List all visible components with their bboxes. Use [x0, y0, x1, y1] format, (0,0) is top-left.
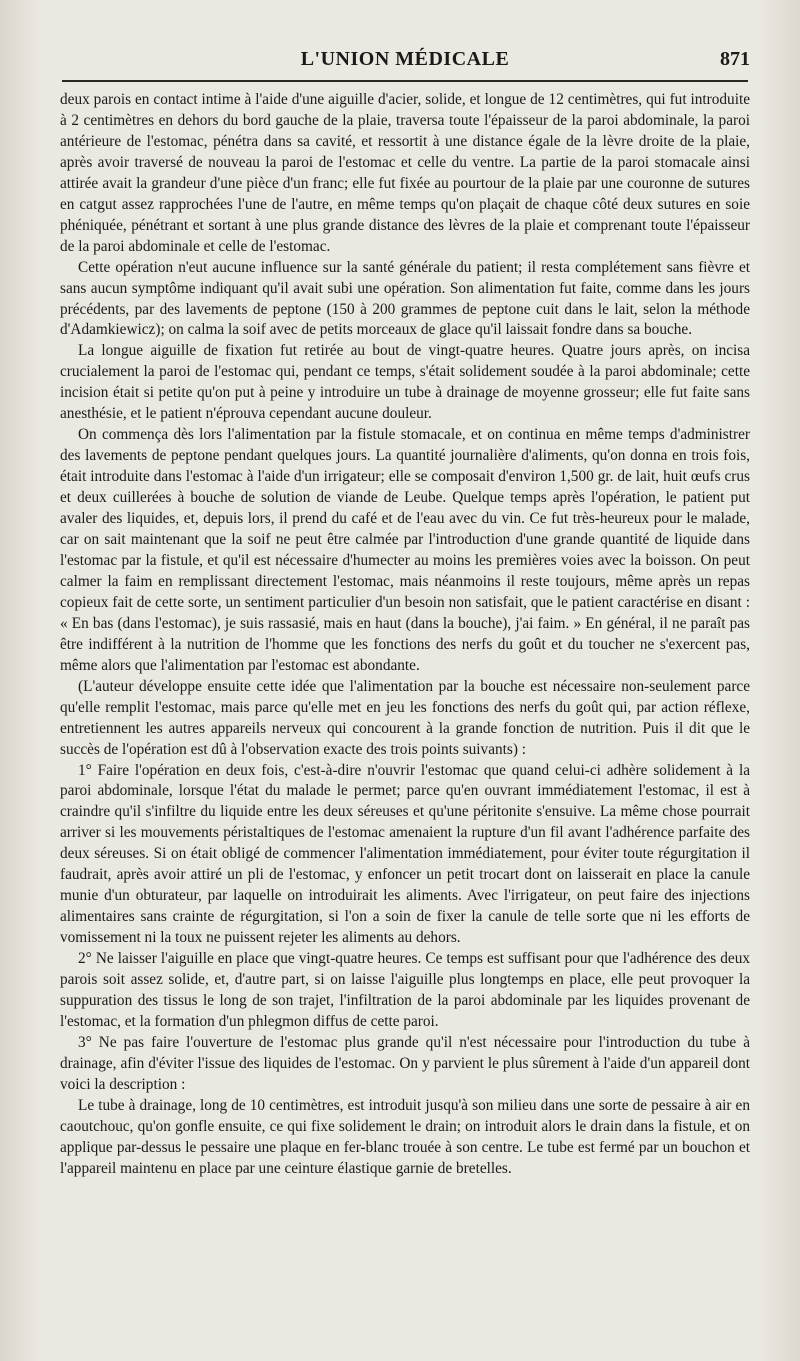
page-number: 871	[720, 48, 750, 70]
paragraph: (L'auteur développe ensuite cette idée que l'alimentation par la bouche est nécessaire non-seulement parce qu'elle remplit l'estomac, mais parce qu'elle met en jeu les fonctions des nerfs du goût qui, par action réflexe, entretiennent les autres appareils nerveux qui concourent à la grande fonction de nutrition. Puis il dit que le succès de l'opération est dû à l'observation exacte des trois points suivants) :	[60, 677, 750, 758]
running-title: L'UNION MÉDICALE	[300, 48, 510, 70]
article-body	[60, 90, 750, 1180]
page-header	[60, 44, 750, 78]
numbered-point-2: 2° Ne laisser l'aiguille en place que vingt-quatre heures. Ce temps est suffisant pour que l'adhérence des deux parois soit assez solide, et, d'autre part, si on laisse l'aiguille plus longtemps en place, elle peut provoquer la suppuration des tissus le long de son trajet, l'infiltration de la paroi abdominale par les liquides provenant de l'estomac, et la formation d'un phlegmon diffus de cette paroi.	[60, 950, 750, 1030]
paragraph: Le tube à drainage, long de 10 centimètres, est introduit jusqu'à son milieu dans une sorte de pessaire à air en caoutchouc, qu'on gonfle ensuite, ce qui fixe solidement le drain; on introduit alors le drain dans la fistule, et on applique par-dessus le pessaire une plaque en fer-blanc trouée à son centre. Le tube est fermé par un bouchon et l'appareil maintenu en place par une ceinture élastique garnie de bretelles.	[60, 1096, 750, 1177]
numbered-point-3: 3° Ne pas faire l'ouverture de l'estomac plus grande qu'il n'est nécessaire pour l'introduction du tube à drainage, afin d'éviter l'issue des liquides de l'estomac. On y parvient le plus sûrement à l'aide d'un appareil dont voici la description :	[60, 1033, 750, 1093]
paragraph: La longue aiguille de fixation fut retirée au bout de vingt-quatre heures. Quatre jours après, on incisa crucialement la paroi de l'estomac qui, pendant ce temps, s'était solidement soudée à la paroi abdominale; cette incision était si petite qu'on put à peine y introduire un tube à drainage de moyenne grosseur; elle fut faite sans anesthésie, et le patient n'éprouva cependant aucune douleur.	[60, 342, 750, 423]
paragraph: Cette opération n'eut aucune influence sur la santé générale du patient; il resta complétement sans fièvre et sans aucun symptôme indiquant qu'il avait subi une opération. Son alimentation fut faite, comme dans les jours précédents, par des lavements de peptone (150 à 200 grammes de peptone cuit dans le lait, selon la méthode d'Adamkiewicz); on calma la soif avec de petits morceaux de glace qu'il laissait fondre dans sa bouche.	[60, 258, 750, 339]
paragraph-continuation: deux parois en contact intime à l'aide d'une aiguille d'acier, solide, et longue de 12 centimètres, qui fut introduite à 2 centimètres en dehors du bord gauche de la plaie, traversa toute l'épaisseur de la paroi abdominale, la paroi antérieure de l'estomac, pénétra dans sa cavité, et ressortit à une distance égale de la lèvre droite de la plaie, après avoir traversé de nouveau la paroi de l'estomac et celle du ventre. La partie de la paroi stomacale ainsi attirée avait la grandeur d'une pièce d'un franc; elle fut fixée au pourtour de la plaie par une couronne de sutures en catgut assez rapprochées l'une de l'autre, en même temps qu'on plaçait de chaque côté deux sutures en soie phéniquée, pénétrant et sortant à une plus grande distance des lèvres de la plaie et comprenant toute l'épaisseur de la paroi abdominale et celle de l'estomac.	[60, 91, 750, 255]
header-rule	[62, 80, 748, 82]
numbered-point-1: 1° Faire l'opération en deux fois, c'est-à-dire n'ouvrir l'estomac que quand celui-ci adhère solidement à la paroi abdominale, lorsque l'état du malade le permet; parce qu'en ouvrant immédiatement l'estomac, il est à craindre qu'il s'infiltre du liquide entre les deux séreuses et qu'une péritonite s'ensuive. La même chose pourrait arriver si les mouvements péristaltiques de l'estomac amenaient la rupture d'un fil avant l'adhérence parfaite des deux séreuses. Si on était obligé de commencer l'alimentation immédiatement, pour éviter toute régurgitation il faudrait, après avoir attiré un pli de l'estomac, y enfoncer un petit trocart dont on laisserait en place la canule munie d'un obturateur, par laquelle on introduirait les aliments. Avec l'irrigateur, on peut faire des injections alimentaires sans crainte de régurgitation, si l'on a soin de fixer la canule de telle sorte que ni les efforts de vomissement ni la toux ne puissent rejeter les aliments au dehors.	[60, 761, 750, 947]
paragraph: On commença dès lors l'alimentation par la fistule stomacale, et on continua en même temps d'administrer des lavements de peptone pendant quelques jours. La quantité journalière d'aliments, qu'on donna en trois fois, était introduite dans l'estomac à l'aide d'un irrigateur; elle se composait d'environ 1,500 gr. de lait, huit œufs crus et deux cuillerées à bouche de solution de viande de Leube. Quelque temps après l'opération, le patient put avaler des liquides, et, depuis lors, il prend du café et de l'eau avec du vin. Ce fut très-heureux pour le malade, car on sait maintenant que la soif ne peut être calmée par l'introduction d'une grande quantité de liquide dans l'estomac par la fistule, et qu'il est nécessaire d'humecter au moins les premières voies avec la boisson. On peut calmer la faim en remplissant directement l'estomac, mais néanmoins il reste toujours, même après un repas copieux fait de cette sorte, un sentiment particulier d'un besoin non satisfait, que le patient caractérise en disant : « En bas (dans l'estomac), je suis rassasié, mais en haut (dans la bouche), j'ai faim. » En général, il ne paraît pas être indifférent à la nutrition de l'homme que les fonctions des nerfs du goût et du toucher ne s'exercent pas, même alors que l'alimentation par l'estomac est abondante.	[60, 426, 750, 674]
